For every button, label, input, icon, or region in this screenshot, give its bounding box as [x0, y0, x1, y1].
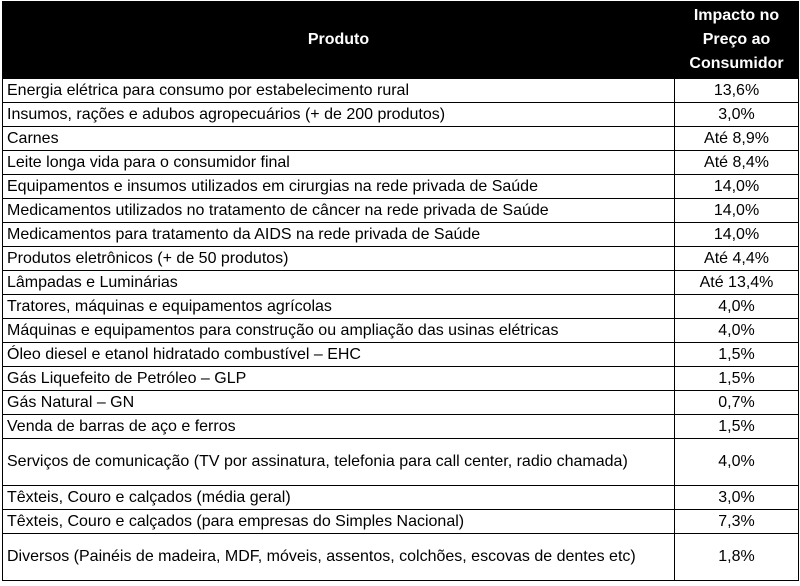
- impact-cell: 1,5%: [675, 367, 799, 391]
- product-cell: Medicamentos utilizados no tratamento de câncer na rede privada de Saúde: [3, 199, 675, 223]
- impact-cell: 4,0%: [675, 319, 799, 343]
- product-cell: Óleo diesel e etanol hidratado combustível – EHC: [3, 343, 675, 367]
- table-row: [3, 103, 799, 127]
- impact-column-header: Impacto no Preço ao Consumidor: [675, 2, 799, 79]
- product-cell: Máquinas e equipamentos para construção ou ampliação das usinas elétricas: [3, 319, 675, 343]
- product-cell: Carnes: [3, 127, 675, 151]
- table-row: [3, 247, 799, 271]
- product-column-header: Produto: [3, 2, 675, 79]
- table-row: [3, 391, 799, 415]
- impact-cell: Até 13,4%: [675, 271, 799, 295]
- impact-cell: 14,0%: [675, 223, 799, 247]
- product-cell: Lâmpadas e Luminárias: [3, 271, 675, 295]
- impact-cell: 1,5%: [675, 415, 799, 439]
- impact-cell: Até 8,4%: [675, 151, 799, 175]
- product-cell: Têxteis, Couro e calçados (média geral): [3, 486, 675, 510]
- table-row: [3, 295, 799, 319]
- table-row: [3, 486, 799, 510]
- product-cell: Gás Natural – GN: [3, 391, 675, 415]
- table-row: [3, 151, 799, 175]
- product-cell: Serviços de comunicação (TV por assinatura, telefonia para call center, radio chamada): [3, 439, 675, 486]
- table-row: [3, 510, 799, 534]
- price-impact-table: [2, 1, 799, 581]
- impact-cell: 14,0%: [675, 175, 799, 199]
- impact-cell: 3,0%: [675, 486, 799, 510]
- product-cell: Energia elétrica para consumo por estabelecimento rural: [3, 79, 675, 103]
- impact-cell: 13,6%: [675, 79, 799, 103]
- impact-cell: 0,7%: [675, 391, 799, 415]
- impact-cell: 4,0%: [675, 295, 799, 319]
- table-row: [3, 199, 799, 223]
- impact-cell: 1,8%: [675, 534, 799, 581]
- product-cell: Equipamentos e insumos utilizados em cirurgias na rede privada de Saúde: [3, 175, 675, 199]
- table-row: [3, 415, 799, 439]
- table-row: [3, 439, 799, 486]
- table-row: [3, 127, 799, 151]
- product-cell: Produtos eletrônicos (+ de 50 produtos): [3, 247, 675, 271]
- table-row: [3, 367, 799, 391]
- product-cell: Insumos, rações e adubos agropecuários (+ de 200 produtos): [3, 103, 675, 127]
- product-cell: Venda de barras de aço e ferros: [3, 415, 675, 439]
- impact-cell: 7,3%: [675, 510, 799, 534]
- product-cell: Medicamentos para tratamento da AIDS na rede privada de Saúde: [3, 223, 675, 247]
- product-cell: Tratores, máquinas e equipamentos agrícolas: [3, 295, 675, 319]
- impact-cell: 1,5%: [675, 343, 799, 367]
- impact-cell: 14,0%: [675, 199, 799, 223]
- impact-cell: 4,0%: [675, 439, 799, 486]
- table-row: [3, 534, 799, 581]
- table-row: [3, 223, 799, 247]
- table-row: [3, 271, 799, 295]
- table-row: [3, 175, 799, 199]
- product-cell: Gás Liquefeito de Petróleo – GLP: [3, 367, 675, 391]
- header-row: [3, 2, 799, 79]
- table-body: [3, 79, 799, 581]
- impact-cell: Até 8,9%: [675, 127, 799, 151]
- table-row: [3, 343, 799, 367]
- table-row: [3, 79, 799, 103]
- product-cell: Têxteis, Couro e calçados (para empresas do Simples Nacional): [3, 510, 675, 534]
- product-cell: Diversos (Painéis de madeira, MDF, móveis, assentos, colchões, escovas de dentes etc): [3, 534, 675, 581]
- product-cell: Leite longa vida para o consumidor final: [3, 151, 675, 175]
- impact-cell: Até 4,4%: [675, 247, 799, 271]
- impact-cell: 3,0%: [675, 103, 799, 127]
- table-row: [3, 319, 799, 343]
- table-header: [3, 2, 799, 79]
